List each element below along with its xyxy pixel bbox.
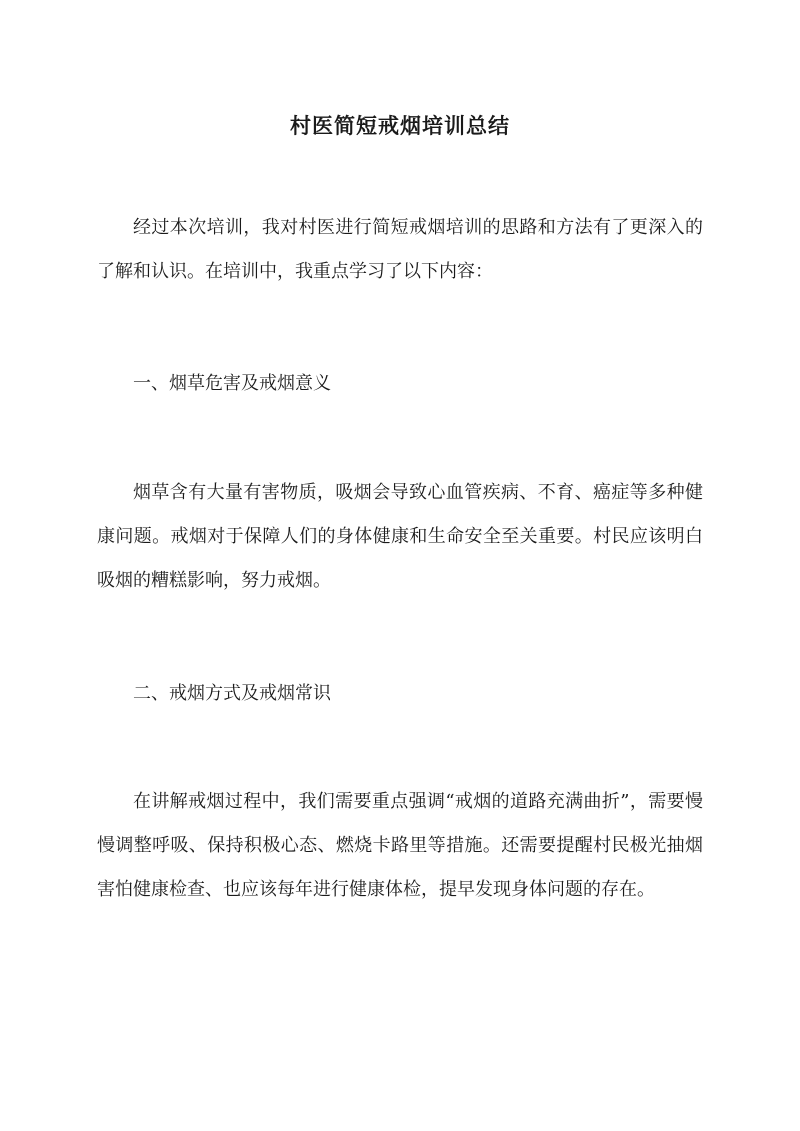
section-heading-1: 一、烟草危害及戒烟意义	[133, 373, 331, 394]
section-heading-2: 二、戒烟方式及戒烟常识	[133, 683, 331, 704]
document-title: 村医简短戒烟培训总结	[290, 113, 510, 139]
intro-paragraph: 经过本次培训，我对村医进行简短戒烟培训的思路和方法有了更深入的了解和认识。在培训中，我重点学习了以下内容：	[97, 217, 703, 282]
section-body-1: 烟草含有大量有害物质，吸烟会导致心血管疾病、不育、癌症等多种健康问题。戒烟对于保障人们的身体健康和生命安全至关重要。村民应该明白吸烟的糟糕影响，努力戒烟。	[97, 482, 703, 591]
section-body-2: 在讲解戒烟过程中，我们需要重点强调“戒烟的道路充满曲折”，需要慢慢调整呼吸、保持积极心态、燃烧卡路里等措施。还需要提醒村民极光抽烟害怕健康检查、也应该每年进行健康体检，提早发现身体问题的存在。	[97, 791, 703, 900]
